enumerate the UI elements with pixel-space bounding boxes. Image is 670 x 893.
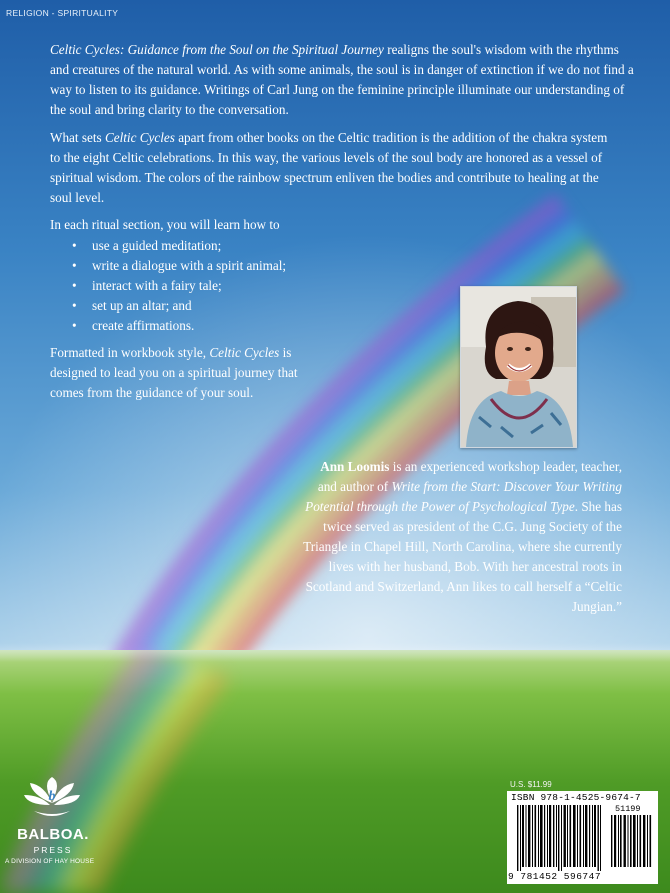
bio-text-1: is an experienced workshop leader, teacher, and author of (317, 459, 622, 494)
intro-paragraph (50, 40, 640, 120)
isbn-number: ISBN 978-1-4525-9674-7 (511, 792, 641, 803)
author-portrait (461, 287, 576, 447)
workbook-text: is designed to lead you on a spiritual journey that comes from the guidance of your soul. (50, 345, 298, 400)
chakra-text: apart from other books on the Celtic tradition is the addition of the chakra system to the eight Celtic celebrations. In this way, the various levels of the soul body are honored as a vessel of spiritual wisdom. The colors of the rainbow spectrum enliven the bodies and contribute to healing at the soul level. (50, 130, 608, 205)
publisher-division: A DIVISION OF HAY HOUSE (5, 858, 95, 865)
author-photo (460, 286, 577, 448)
chakra-title: Celtic Cycles (104, 130, 175, 145)
category-label: RELIGION - SPIRITUALITY (6, 8, 119, 18)
ritual-list (72, 236, 286, 336)
intro-text: realigns the soul's wisdom with the rhythms and creatures of the natural world. As with some animals, the soul is in danger of extinction if we do not find a way to listen to its guidance. Writings of Carl Jung on the feminine principle illuminate our understanding of the soul and bring clarity to the conversation. (50, 42, 634, 117)
price-label: U.S. $11.99 (510, 780, 552, 789)
ritual-intro: In each ritual section, you will learn how to (50, 217, 280, 232)
list-item: • set up an altar; and (72, 296, 286, 316)
author-bio (300, 457, 622, 617)
isbn-barcode (507, 791, 658, 884)
workbook-paragraph (50, 343, 330, 403)
chakra-paragraph (50, 128, 610, 208)
publisher-press: PRESS (33, 845, 73, 855)
list-item: • use a guided meditation; (72, 236, 286, 256)
price-addon-code: 51199 (615, 804, 641, 814)
barcode-digits: 9 781452 596747 (508, 871, 602, 882)
chakra-lead: What sets (50, 130, 105, 145)
intro-title: Celtic Cycles: Guidance from the Soul on the Spiritual Journey (50, 42, 384, 57)
bio-text-2: . She has twice served as president of the C.G. Jung Society of the Triangle in Chapel Hill, North Carolina, where she currently lives with her husband, Bob. With her ancestral roots in Scotland and Switzerland, Ann likes to call herself a “Celtic Jungian.” (303, 499, 622, 614)
svg-text:b: b (48, 789, 56, 804)
publisher-name: BALBOA. (17, 826, 89, 843)
author-name: Ann Loomis (320, 459, 390, 474)
workbook-lead: Formatted in workbook style, (50, 345, 210, 360)
list-item: • create affirmations. (72, 316, 286, 336)
workbook-title: Celtic Cycles (209, 345, 280, 360)
list-item: • write a dialogue with a spirit animal; (72, 256, 286, 276)
bio-book-title: Write from the Start: Discover Your Writing Potential through the Power of Psychological Type (305, 479, 622, 514)
list-item: • interact with a fairy tale; (72, 276, 286, 296)
